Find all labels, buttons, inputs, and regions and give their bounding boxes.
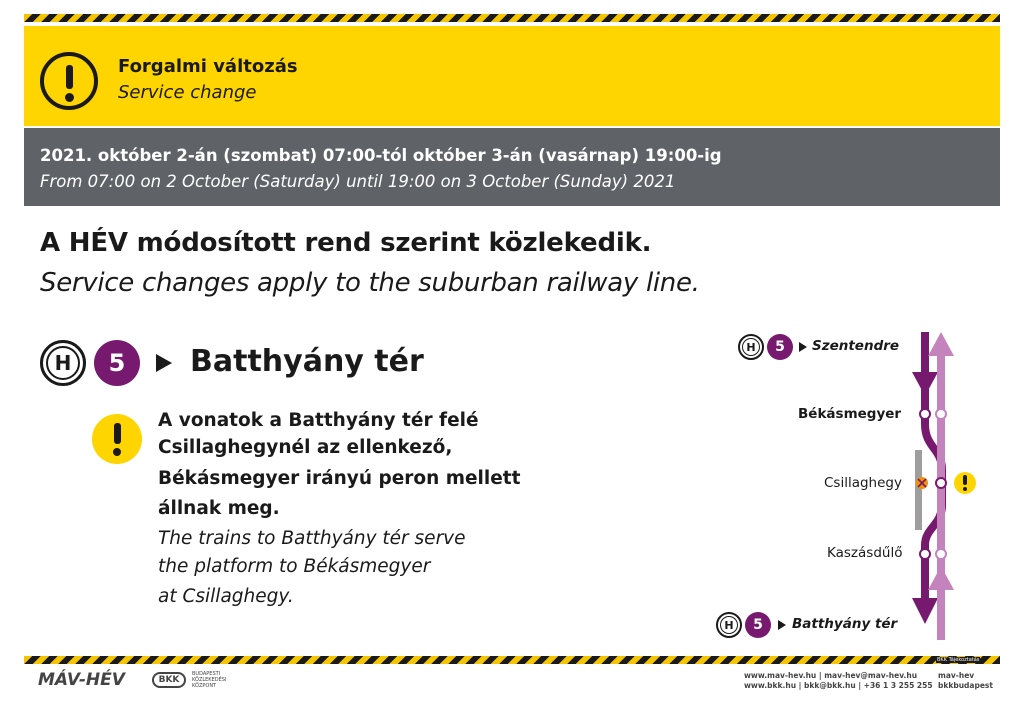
hev-symbol: H <box>746 340 756 354</box>
hazard-stripe-top <box>24 14 1000 22</box>
hev-icon <box>716 612 742 638</box>
line-number: 5 <box>108 349 126 377</box>
notice-hu-line: A vonatok a Batthyány tér felé <box>158 410 479 431</box>
station-dot <box>936 478 946 488</box>
notice-hu-line: Békásmegyer irányú peron mellett <box>158 468 521 489</box>
line-5-badge <box>767 334 793 360</box>
arrow-down-icon <box>912 372 938 396</box>
station-dot <box>936 549 946 559</box>
station-dot <box>920 549 930 559</box>
banner-title-en: Service change <box>118 82 257 103</box>
warning-icon <box>92 414 142 464</box>
station-label: Békásmegyer <box>798 406 902 422</box>
station-dot <box>936 409 946 419</box>
social-link[interactable]: mav-hev <box>938 671 975 680</box>
hazard-stripe-bottom <box>24 656 1000 664</box>
arrow-right-icon <box>799 342 807 352</box>
line-number: 5 <box>753 617 763 633</box>
warning-icon <box>954 472 976 494</box>
credit-label: BKK Tájékoztatás <box>937 657 980 663</box>
hev-icon <box>738 334 764 360</box>
notice-en-line: The trains to Batthyány tér serve <box>158 528 466 549</box>
service-change-banner <box>24 26 1000 126</box>
hev-icon <box>40 340 86 386</box>
station-label: Kaszásdűlő <box>827 545 903 561</box>
track-southbound <box>925 332 942 615</box>
notice-en-line: at Csillaghegy. <box>158 586 294 607</box>
mav-hev-logo: MÁV-HÉV <box>38 670 125 690</box>
destination-title: Batthyány tér <box>190 344 424 379</box>
closed-stop-icon <box>916 477 928 489</box>
arrow-up-icon <box>928 566 954 590</box>
arrow-down-icon <box>912 598 938 624</box>
hev-symbol: H <box>54 351 72 375</box>
arrow-right-icon <box>778 620 786 630</box>
headline-hu: A HÉV módosított rend szerint közlekedik. <box>40 228 652 258</box>
date-range-en: From 07:00 on 2 October (Saturday) until 19:00 on 3 October (Sunday) 2021 <box>40 172 676 191</box>
banner-title-hu: Forgalmi változás <box>118 56 298 77</box>
notice-hu-line: Csillaghegynél az ellenkező, <box>158 437 453 458</box>
station-label: Csillaghegy <box>824 475 902 491</box>
bkk-logo-text: BUDAPESTI KÖZLEKEDÉSI KÖZPONT <box>192 671 227 689</box>
terminus-bottom: Batthyány tér <box>792 616 898 632</box>
closed-track-segment <box>915 450 922 530</box>
contact-link[interactable]: www.bkk.hu | bkk@bkk.hu | +36 1 3 255 255 <box>744 681 933 690</box>
social-link[interactable]: bkkbudapest <box>938 681 993 690</box>
line-5-badge <box>745 612 771 638</box>
headline-en: Service changes apply to the suburban railway line. <box>40 268 700 298</box>
contact-link[interactable]: www.mav-hev.hu | mav-hev@mav-hev.hu <box>744 671 918 680</box>
station-dot <box>920 409 930 419</box>
bkk-logo: BKK <box>152 672 186 688</box>
date-range-panel <box>24 128 1000 206</box>
notice-hu-line: állnak meg. <box>158 498 280 519</box>
arrow-right-icon <box>156 354 172 372</box>
notice-en-line: the platform to Békásmegyer <box>158 556 431 577</box>
date-range-hu: 2021. október 2-án (szombat) 07:00-tól október 3-án (vasárnap) 19:00-ig <box>40 146 722 165</box>
arrow-up-icon <box>928 332 954 356</box>
warning-icon <box>40 52 98 110</box>
hev-symbol: H <box>724 618 734 632</box>
line-5-badge <box>94 340 140 386</box>
line-number: 5 <box>775 339 785 355</box>
terminus-top: Szentendre <box>812 338 900 354</box>
